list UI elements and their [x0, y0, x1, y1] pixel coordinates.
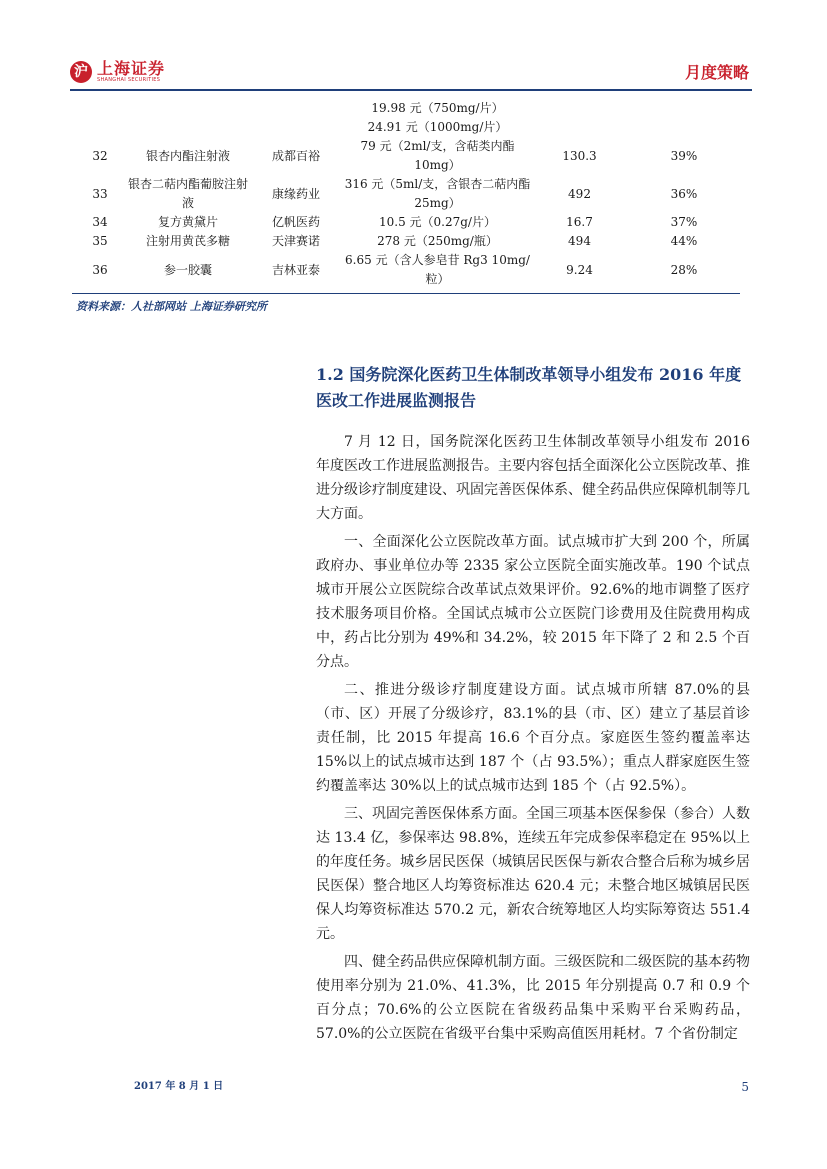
row-number [72, 99, 128, 118]
paragraph: 7 月 12 日，国务院深化医药卫生体制改革领导小组发布 2016 年度医改工作进展监测报告。主要内容包括全面深化公立医院改革、推进分级诊疗制度建设、巩固完善医保体系、健全药品供应保障机制等几大方面。 [316, 434, 750, 522]
row-number: 35 [92, 234, 108, 248]
paragraph: 一、全面深化公立医院改革方面。试点城市扩大到 200 个，所属政府办、事业单位办等 2335 家公立医院全面实施改革。190 个试点城市开展公立医院综合改革试点效果评价。92.6%的地市调整了医疗技术服务项目价格。全国试点城市公立医院门诊费用及住院费用构成中，药占比分别为 49%和 34.2%，较 2015 年下降了 2 和 2.5 个百分点。 [316, 534, 750, 670]
price-spec: 278 元（250mg/瓶） [377, 234, 498, 248]
table-row [72, 175, 740, 213]
percent-cell: 36% [670, 186, 698, 201]
logo-emblem-icon: 沪 [70, 61, 92, 83]
row-number: 33 [92, 186, 108, 201]
table-bottom-rule [72, 293, 740, 294]
paragraph: 四、健全药品供应保障机制方面。三级医院和二级医院的基本药物使用率分别为 21.0%、41.3%，比 2015 年分别提高 0.7 和 0.9 个百分点；70.6%的公立医院在省级药品集中采购平台采购药品，57.0%的公立医院在省级平台集中采购高值医用耗材。7 个省份制定 [316, 954, 750, 1042]
drug-price-table [72, 99, 740, 289]
percent-cell: 44% [670, 234, 698, 248]
source-note: 资料来源：人社部网站 上海证券研究所 [76, 300, 267, 313]
row-number: 36 [92, 262, 108, 277]
value-cell: 494 [568, 234, 591, 248]
value-cell: 16.7 [566, 215, 593, 229]
percent-cell [628, 118, 740, 137]
report-type-title: 月度策略 [684, 63, 749, 82]
drug-name: 复方黄黛片 [157, 215, 218, 229]
paragraph: 三、巩固完善医保体系方面。全国三项基本医保参保（参合）人数达 13.4 亿，参保率达 98.8%，连续五年完成参保率稳定在 95%以上的年度任务。城乡居民医保（城镇居民医保与新农合整合后称为城乡居民医保）整合地区人均筹资标准达 620.4 元；未整合地区城镇居民医保人均筹资标准达 570.2 元，新农合统筹地区人均实际筹资达 551.4 元。 [316, 806, 750, 942]
percent-cell: 28% [670, 262, 698, 277]
percent-cell: 39% [670, 148, 698, 163]
value-cell [531, 118, 628, 137]
value-cell [531, 99, 628, 118]
table-row [72, 118, 740, 137]
percent-cell: 37% [670, 215, 698, 229]
price-spec: 79 元（2ml/支，含萜类内酯 10mg） [360, 139, 515, 172]
company-name: 吉林亚泰 [271, 262, 320, 277]
drug-name [128, 99, 248, 118]
company-name: 亿帆医药 [271, 215, 320, 229]
row-number [72, 118, 128, 137]
company-name: 康缘药业 [271, 186, 320, 201]
value-cell: 130.3 [562, 148, 597, 163]
table-row [72, 99, 740, 118]
header-divider [70, 89, 752, 91]
price-spec: 10.5 元（0.27g/片） [379, 215, 496, 229]
company-name [248, 118, 344, 137]
price-spec: 19.98 元（750mg/片） [371, 101, 504, 115]
price-spec: 316 元（5ml/支，含银杏二萜内酯 25mg） [344, 177, 531, 210]
section-body [316, 430, 750, 1050]
table-row [72, 232, 740, 251]
table-row [72, 137, 740, 175]
row-number: 32 [92, 148, 108, 163]
table-row [72, 213, 740, 232]
company-name: 成都百裕 [271, 148, 320, 163]
page-number: 5 [741, 1080, 749, 1094]
percent-cell [628, 99, 740, 118]
price-spec: 6.65 元（含人参皂苷 Rg3 10mg/粒） [345, 253, 530, 286]
logo-english-name: SHANGHAI SECURITIES [97, 77, 161, 83]
row-number: 34 [92, 215, 108, 229]
company-name: 天津赛诺 [271, 234, 320, 248]
value-cell: 9.24 [566, 262, 593, 277]
logo-name: 上海证券 [97, 59, 166, 78]
drug-name: 注射用黄芪多糖 [145, 234, 230, 248]
paragraph: 二、推进分级诊疗制度建设方面。试点城市所辖 87.0%的县（市、区）开展了分级诊疗，83.1%的县（市、区）建立了基层首诊责任制，比 2015 年提高 16.6 个百分点。家庭医生签约覆盖率达 15%以上的试点城市达到 187 个（占 93.5%）；重点人群家庭医生签约覆盖率达 30%以上的试点城市达到 185 个（占 92.5%）。 [316, 682, 750, 794]
section-heading: 1.2 国务院深化医药卫生体制改革领导小组发布 2016 年度医改工作进展监测报告 [316, 365, 742, 410]
drug-name: 银杏内酯注射液 [145, 148, 230, 163]
brand-logo [70, 60, 165, 83]
table-row [72, 251, 740, 289]
drug-name: 参一胶囊 [163, 262, 212, 277]
drug-name [128, 118, 248, 137]
drug-name: 银杏二萜内酯葡胺注射液 [128, 177, 249, 210]
price-spec: 24.91 元（1000mg/片） [367, 120, 508, 134]
value-cell: 492 [568, 186, 591, 201]
company-name [248, 99, 344, 118]
report-date: 2017 年 8 月 1 日 [134, 1081, 224, 1092]
